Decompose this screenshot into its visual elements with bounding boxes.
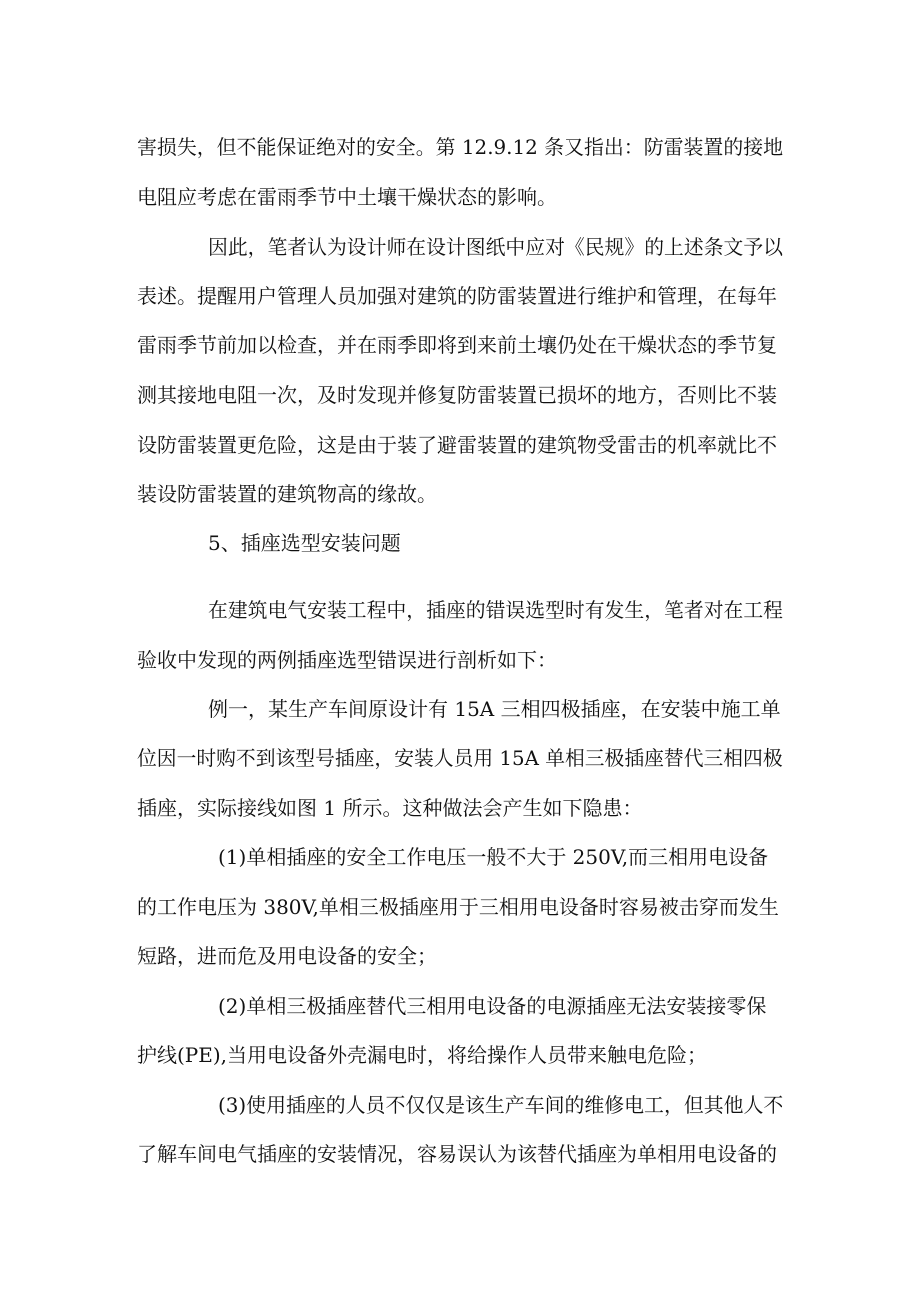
text-line: 验收中发现的两例插座选型错误进行剖析如下： — [137, 648, 557, 672]
text-line: 设防雷装置更危险，这是由于装了避雷装置的建筑物受雷击的机率就比不 — [137, 433, 777, 457]
text-line: 例一，某生产车间原设计有 15A 三相四极插座，在安装中施工单 — [208, 697, 781, 721]
text-line: 护线(PE),当用电设备外壳漏电时，将给操作人员带来触电危险； — [137, 1043, 708, 1067]
text-line: 在建筑电气安装工程中，插座的错误选型时有发生，笔者对在工程 — [208, 598, 784, 622]
text-line: 位因一时购不到该型号插座，安装人员用 15A 单相三极插座替代三相四极 — [137, 746, 783, 770]
text-line: 了解车间电气插座的安装情况，容易误认为该替代插座为单相用电设备的 — [137, 1142, 777, 1166]
text-line: 测其接地电阻一次，及时发现并修复防雷装置已损坏的地方，否则比不装 — [137, 383, 777, 407]
text-line: (1)单相插座的安全工作电压一般不大于 250V,而三相用电设备 — [218, 845, 769, 869]
text-line: 电阻应考虑在雷雨季节中土壤干燥状态的影响。 — [137, 185, 557, 209]
text-line: 插座，实际接线如图 1 所示。这种做法会产生如下隐患： — [137, 796, 643, 820]
text-line: 害损失，但不能保证绝对的安全。第 12.9.12 条又指出：防雷装置的接地 — [137, 135, 784, 159]
text-line: 因此，笔者认为设计师在设计图纸中应对《民规》的上述条文予以 — [208, 235, 784, 259]
text-line: (2)单相三极插座替代三相用电设备的电源插座无法安装接零保 — [218, 994, 767, 1018]
section-heading: 5、插座选型安装问题 — [208, 531, 401, 555]
text-line: 的工作电压为 380V,单相三极插座用于三相用电设备时容易被击穿而发生 — [137, 895, 779, 919]
text-line: (3)使用插座的人员不仅仅是该生产车间的维修电工，但其他人不 — [218, 1093, 784, 1117]
text-line: 装设防雷装置的建筑物高的缘故。 — [137, 482, 437, 506]
text-line: 表述。提醒用户管理人员加强对建筑的防雷装置进行维护和管理，在每年 — [137, 284, 777, 308]
text-line: 雷雨季节前加以检查，并在雨季即将到来前土壤仍处在干燥状态的季节复 — [137, 333, 777, 357]
text-line: 短路，进而危及用电设备的安全； — [137, 944, 437, 968]
